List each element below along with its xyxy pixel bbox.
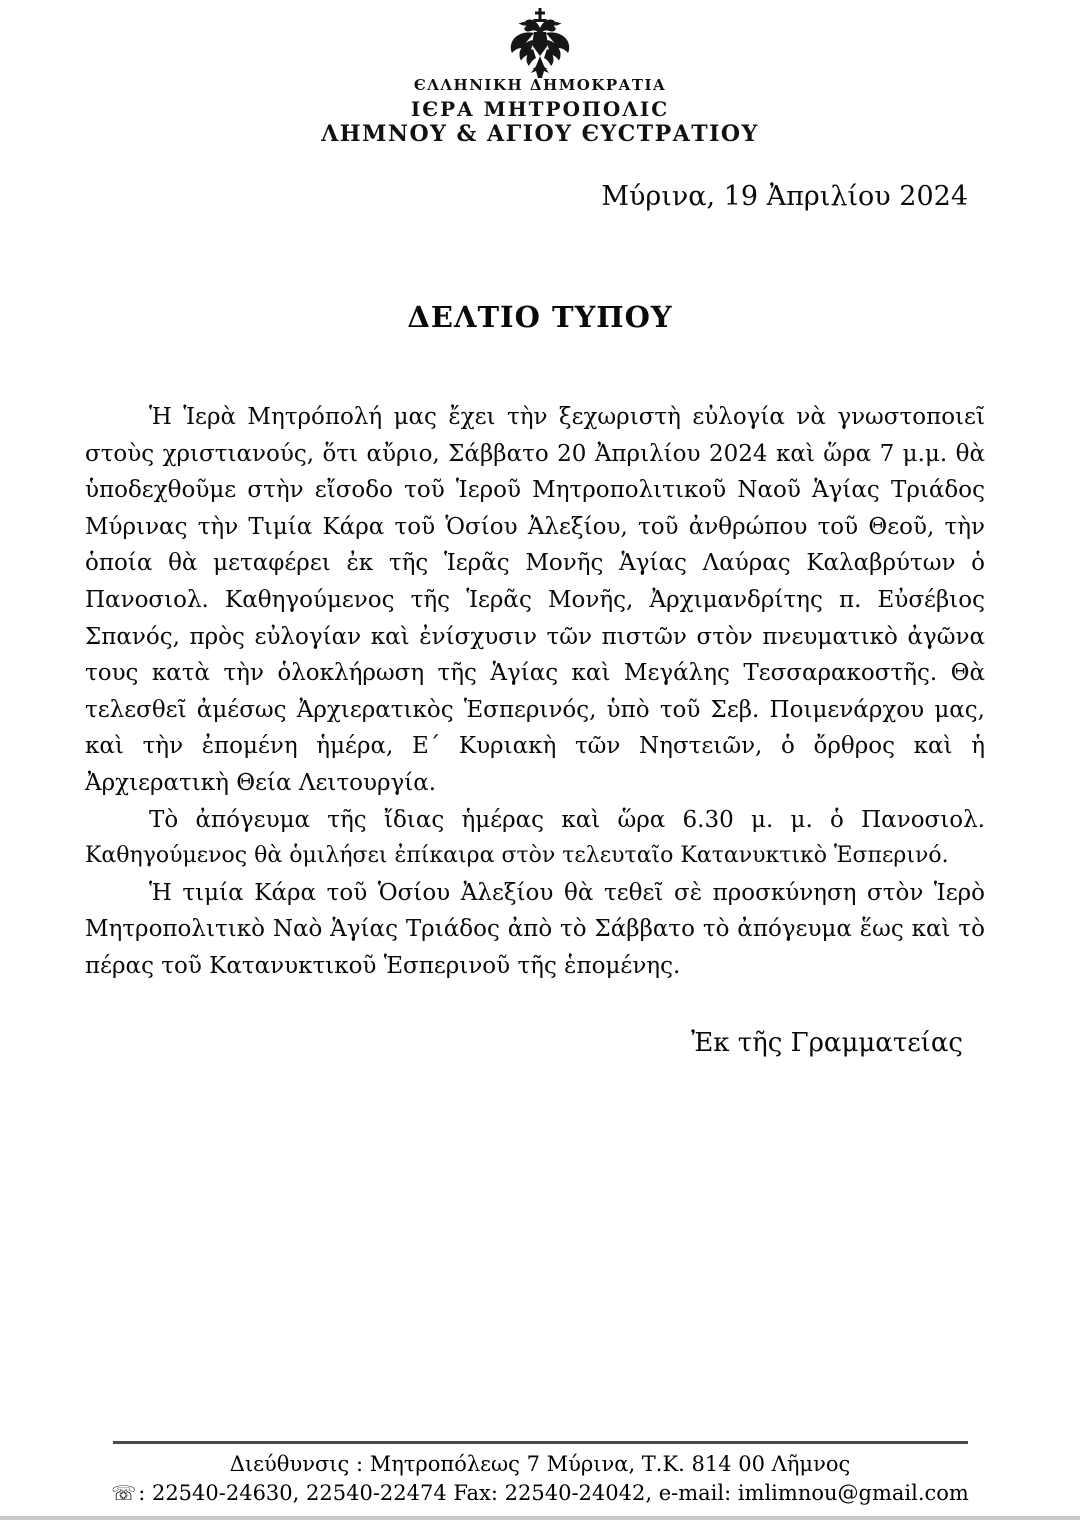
body-line: ὁποία θὰ μεταφέρει ἐκ τῆς Ἱερᾶς Μονῆς Ἁγίας Λαύρας Καλαβρύτων ὁ (85, 550, 985, 577)
body-line: ὑποδεχθοῦμε στὴν εἴσοδο τοῦ Ἱεροῦ Μητροπολιτικοῦ Ναοῦ Ἁγίας Τριάδος (85, 477, 985, 504)
body-line: Τὸ ἀπόγευμα τῆς ἴδιας ἡμέρας καὶ ὥρα 6.30 μ. μ. ὁ Πανοσιολ. (149, 806, 985, 833)
footer-divider (113, 1441, 968, 1444)
body-paragraph (85, 399, 985, 802)
body-line: καὶ τὴν ἐπομένη ἡμέρα, Ε΄ Κυριακὴ τῶν Νηστειῶν, ὁ ὄρθρος καὶ ἡ (85, 733, 985, 760)
letterhead-metropolis: ΙЄΡΑ ΜΗΤΡΟΠΟΛΙC (410, 97, 670, 121)
body-line: Ἀρχιερατικὴ Θεία Λειτουργία. (85, 769, 437, 796)
dateline: Μύρινα, 19 Ἀπριλίου 2024 (601, 181, 968, 212)
footer-contacts-text: : 22540-24630, 22540-22474 Fax: 22540-24042, e-mail: imlimnou@gmail.com (138, 1481, 969, 1505)
body-line: τους κατὰ τὴν ὁλοκλήρωση τῆς Ἁγίας καὶ Μεγάλης Τεσσαρακοστῆς. Θὰ (85, 660, 985, 687)
body-line: πέρας τοῦ Κατανυκτικοῦ Ἑσπερινοῦ τῆς ἑπομένης. (85, 952, 681, 979)
letterhead-diocese: ΛΗΜΝΟΥ & ΑΓΙΟΥ ЄΥCΤΡΑΤΙΟΥ (321, 121, 759, 147)
double-headed-eagle-icon (508, 8, 572, 84)
body-paragraph (85, 802, 985, 875)
body-line: Ἡ Ἱερὰ Μητρόπολή μας ἔχει τὴν ξεχωριστὴ εὐλογία νὰ γνωστοποιεῖ (149, 404, 985, 430)
document-body (85, 399, 985, 985)
body-line: Μητροπολιτικὸ Ναὸ Ἁγίας Τριάδος ἀπὸ τὸ Σάββατο τὸ ἀπόγευμα ἕως καὶ τὸ (85, 916, 985, 943)
letterhead-republic: ЄΛΛΗΝΙΚΗ ΔΗΜΟΚΡΑΤΙΑ (413, 76, 667, 94)
body-line: Πανοσιολ. Καθηγούμενος τῆς Ἱερᾶς Μονῆς, Ἀρχιμανδρίτης π. Εὐσέβιος (85, 586, 985, 613)
footer-address: Διεύθυνσις : Μητροπόλεως 7 Μύρινα, Τ.Κ. 814 00 Λῆμνος (229, 1452, 851, 1476)
body-line: Ἡ τιμία Κάρα τοῦ Ὁσίου Ἀλεξίου θὰ τεθεῖ σὲ προσκύνηση στὸν Ἱερὸ (149, 879, 985, 906)
body-line: τελεσθεῖ ἀμέσως Ἀρχιερατικὸς Ἑσπερινός, ὑπὸ τοῦ Σεβ. Ποιμενάρχου μας, (85, 696, 985, 723)
footer-contacts (0, 1481, 1080, 1505)
body-line: Καθηγούμενος θὰ ὁμιλήσει ἐπίκαιρα στὸν τελευταῖο Κατανυκτικὸ Ἑσπερινό. (85, 843, 949, 869)
body-line: στοὺς χριστιανούς, ὅτι αὔριο, Σάββατο 20 Ἀπριλίου 2024 καὶ ὥρα 7 μ.μ. θὰ (85, 440, 985, 467)
body-paragraph (85, 875, 985, 985)
signature-line: Ἐκ τῆς Γραμματείας (691, 1028, 963, 1058)
document-title: ΔΕΛΤΙΟ ΤΥΠΟΥ (407, 300, 673, 334)
telephone-icon: ☏ (111, 1481, 137, 1505)
page-bottom-edge (0, 1516, 1080, 1520)
body-line: Σπανός, πρὸς εὐλογίαν καὶ ἐνίσχυσιν τῶν πιστῶν στὸν πνευματικὸ ἀγῶνα (85, 623, 985, 650)
body-line: Μύρινας τὴν Τιμία Κάρα τοῦ Ὁσίου Ἀλεξίου, τοῦ ἀνθρώπου τοῦ Θεοῦ, τὴν (85, 513, 985, 540)
